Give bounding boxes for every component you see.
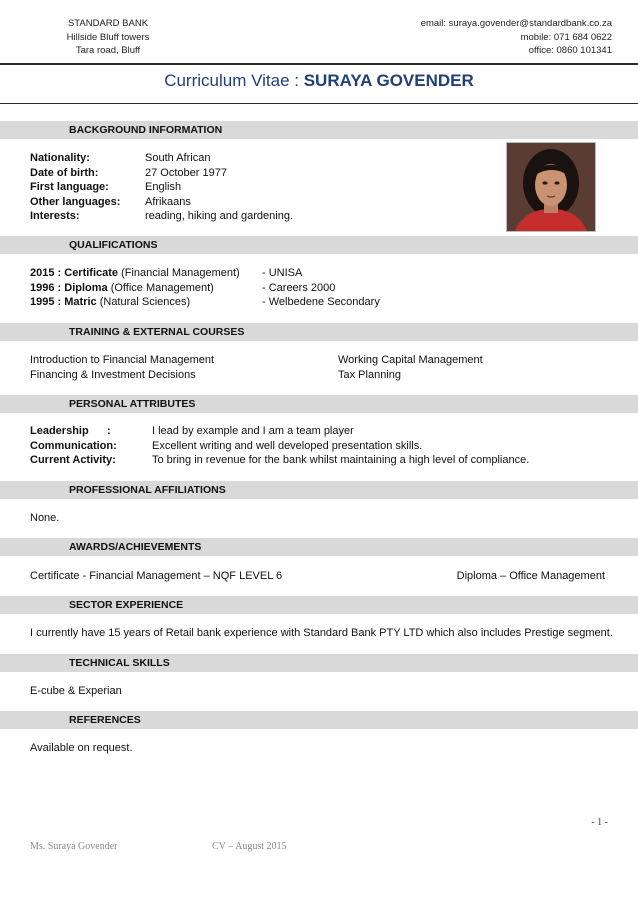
footer-name: Ms. Suraya Govender bbox=[30, 841, 118, 852]
section-heading: PERSONAL ATTRIBUTES bbox=[69, 398, 196, 410]
interests-value: reading, hiking and gardening. bbox=[145, 210, 294, 222]
profile-photo bbox=[506, 142, 596, 232]
sector-text: I currently have 15 years of Retail bank experience with Standard Bank PTY LTD which also includes Prestige segment. bbox=[30, 627, 613, 639]
address-line-2: Tara road, Bluff bbox=[75, 45, 141, 56]
qualification-item bbox=[30, 266, 380, 281]
company-name: STANDARD BANK bbox=[67, 18, 149, 29]
first-language-label: First language: bbox=[30, 181, 109, 193]
course-item: Working Capital Management bbox=[338, 354, 483, 366]
qualification-institution: - Welbedene Secondary bbox=[262, 296, 380, 308]
section-background bbox=[0, 121, 638, 139]
award-left: Certificate - Financial Management – NQF LEVEL 6 bbox=[30, 570, 283, 582]
qualification-detail: (Financial Management) bbox=[118, 267, 240, 279]
communication-value: Excellent writing and well developed presentation skills. bbox=[152, 439, 423, 452]
section-heading: AWARDS/ACHIEVEMENTS bbox=[69, 541, 202, 553]
current-activity-label: Current Activity: bbox=[30, 454, 116, 466]
course-item: Financing & Investment Decisions bbox=[30, 368, 196, 381]
office-phone: office: 0860 101341 bbox=[528, 45, 612, 56]
section-heading: BACKGROUND INFORMATION bbox=[69, 124, 223, 136]
dob-label: Date of birth: bbox=[30, 166, 99, 179]
other-languages-label: Other languages: bbox=[30, 195, 121, 208]
training-left-list bbox=[30, 353, 214, 382]
title-prefix: Curriculum Vitae : bbox=[164, 71, 304, 90]
section-heading: QUALIFICATIONS bbox=[69, 239, 158, 251]
references-text: Available on request. bbox=[30, 742, 133, 754]
qualification-detail: (Office Management) bbox=[107, 281, 214, 294]
course-item: Introduction to Financial Management bbox=[30, 354, 215, 366]
section-heading: TECHNICAL SKILLS bbox=[69, 657, 170, 669]
affiliations-text: None. bbox=[30, 512, 60, 524]
leadership-value: I lead by example and I am a team player bbox=[152, 425, 354, 437]
leadership-label: Leadership : bbox=[30, 425, 111, 437]
header-rule bbox=[0, 63, 638, 65]
section-heading: REFERENCES bbox=[69, 714, 141, 726]
portrait-image bbox=[507, 143, 595, 231]
section-awards bbox=[0, 538, 638, 556]
communication-label: Communication: bbox=[30, 439, 117, 452]
nationality-value: South African bbox=[145, 152, 211, 164]
dob-value: 27 October 1977 bbox=[145, 166, 227, 179]
technical-text: E-cube & Experian bbox=[30, 685, 122, 697]
page-title bbox=[0, 71, 638, 91]
qualification-year: 2015 : Certificate bbox=[30, 267, 119, 279]
section-attributes bbox=[0, 395, 638, 413]
training-right-list bbox=[338, 353, 483, 382]
qualification-item bbox=[30, 281, 380, 296]
interests-label: Interests: bbox=[30, 210, 80, 222]
background-list bbox=[30, 151, 293, 224]
qualifications-list bbox=[30, 266, 380, 310]
other-languages-value: Afrikaans bbox=[145, 195, 191, 208]
qualification-institution: - Careers 2000 bbox=[262, 281, 336, 294]
qualification-item bbox=[30, 295, 380, 310]
section-heading: PROFESSIONAL AFFILIATIONS bbox=[69, 484, 226, 496]
course-item: Tax Planning bbox=[338, 368, 401, 381]
qualification-year: 1996 : Diploma bbox=[30, 281, 108, 294]
attributes-list bbox=[30, 424, 529, 468]
qualification-institution: - UNISA bbox=[262, 267, 303, 279]
section-heading: TRAINING & EXTERNAL COURSES bbox=[69, 326, 245, 338]
first-language-value: English bbox=[145, 181, 182, 193]
contact-block bbox=[421, 17, 612, 58]
section-training bbox=[0, 323, 638, 341]
title-rule bbox=[0, 103, 638, 104]
title-name: SURAYA GOVENDER bbox=[303, 71, 474, 90]
footer-date: CV – August 2015 bbox=[212, 841, 287, 852]
section-sector bbox=[0, 596, 638, 614]
company-address bbox=[48, 17, 168, 58]
nationality-label: Nationality: bbox=[30, 152, 90, 164]
award-right: Diploma – Office Management bbox=[456, 570, 605, 582]
section-heading: SECTOR EXPERIENCE bbox=[69, 599, 184, 611]
section-qualifications bbox=[0, 236, 638, 254]
page-number: - 1 - bbox=[591, 817, 608, 828]
mobile: mobile: 071 684 0622 bbox=[520, 31, 612, 43]
section-references bbox=[0, 711, 638, 729]
email: email: suraya.govender@standardbank.co.za bbox=[420, 18, 612, 29]
qualification-detail: (Natural Sciences) bbox=[96, 296, 191, 308]
section-technical bbox=[0, 654, 638, 672]
address-line-1: Hillside Bluff towers bbox=[66, 31, 150, 43]
section-affiliations bbox=[0, 481, 638, 499]
current-activity-value: To bring in revenue for the bank whilst maintaining a high level of compliance. bbox=[152, 454, 530, 466]
qualification-year: 1995 : Matric bbox=[30, 296, 97, 308]
